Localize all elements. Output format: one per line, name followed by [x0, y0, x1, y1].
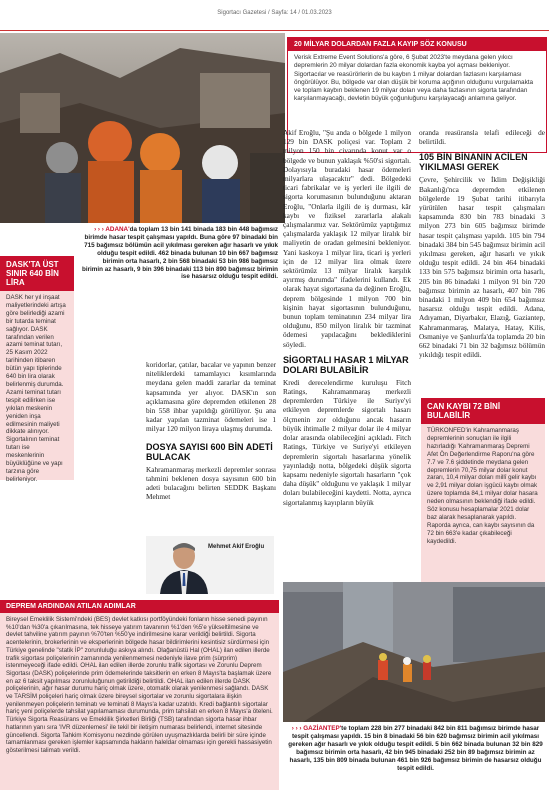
can-kaybi-text: TÜRKONFED'in Kahramanmaraş depremlerinin sonuçları ile ilgili hazırladığı 'Kahramanmaraş Depremi Afet Ön Değerlendirme Raporu'na göre 7.7 ve 7.6 şiddetinde meydana gelen depremlerin 70,75 milyar dolar konut zararı, 10,4 milyar doları millî gelir kaybı ve 2,91 milyar doları işgücü kaybı olmak üzere toplamda 84,1 milyar dolar hasara neden olmasının beklendiği ifade edildi. Söz konusu hesaplamalar 2021 dolar baz alarak hesaplanarak yapıldı. Raporda ayrıca, can kaybı sayısının da 72 bin 663'e kadar çıkabileceği kaydedildi. [427, 427, 538, 545]
rescue-photo [0, 33, 285, 223]
middle-column [146, 360, 276, 501]
portrait-photo [146, 536, 274, 594]
gaziantep-caption-text: te toplam 228 bin 277 binadaki 842 bin 811 bağımsız birimde hasar tespit çalışması yapıldı. 15 bin 8 binadaki 56 bin 620 bağımsız birimin acil yıkılması gereken ağır hasarlı ve yıkık olduğu tespit edildi. 5 bin 662 binada bulunan 32 bin 829 bağımsız birimin orta hasarlı, 42 bin 945 binadaki 252 bin 89 bağımsız birimin az hasarlı, 135 bin 809 binada bulunan 461 bin 926 bağımsız birimin de hasarsız olduğu tespit edildi. [288, 725, 543, 772]
top-box-title: 20 MİLYAR DOLARDAN FAZLA KAYIP SÖZ KONUSU [288, 38, 546, 51]
right-paragraph-1: Akif Eroğlu, "Şu anda o bölgede 1 milyon 129 bin DASK poliçesi var. Toplam 2 milyon 150 bin civarında konut var o bölgede ve bunun yaklaşık %50'si sigortalı. Dolayısıyla buradaki hasar ödemeleri milyarlara ulaşacaktır" dedi. Bölgedeki ticari fabrikalar ve iş yerleri ile ilgili de sigorta korumasının bulunduğunu aktaran Eroğlu, "Onlarla ilgili de iş durması, kâr kaybı ve fiziksel zararlarla alakalı çalışmalarımız var. Sektörümüz yaptığımız çalışmalarda yaklaşık 12 milyar liralık bir maliyetin de oradan gelmesini bekleniyor. Yani kaskoya 1 milyar lira, ticari iş yerleri için de 12 milyar lira olmak üzere sektörümüz 13 milyar liralık karşılık ayırmış durumda" ifadelerini kullandı. Ek olarak hayat sigortasına da değinen Eroğlu, deprem bölgesinde 1 milyon 700 bin kişinin hayat sigortasının bulunduğunu, bunun toplam teminatının 234 milyar lira olduğunu, 850 milyon liralık bir tazminat ödemesi yapılacağını beklediklerini söyledi. [283, 128, 411, 349]
far-right-column [419, 128, 545, 359]
header-rule [0, 30, 549, 31]
right-paragraph-2: Kredi derecelendirme kuruluşu Fitch Ratings, Kahramanmaraş merkezli depremlerden Türkiye ile Suriye'yi etkileyen depremlerde sigortalı hasarı ölçmenin zor olduğunu ancak hasarın büyük ihtimalle 2 milyar dolar ile 4 milyar dolar arasında olabileceğini açıkladı. Fitch Ratings, Türkiye ve Suriye'yi etkileyen depremlerin sigortalı hasarlarına yönelik yayınladığı notta, bölgedeki düşük sigorta kapsamı nedeniyle sigortalı hasarların "çok daha düşük" olduğunu ve yaklaşık 1 milyar doları bulabileceğini kaydetti. Notta, ayrıca sigortalanmış kayıpların büyük [283, 377, 411, 507]
rescue-photo-art [0, 33, 285, 223]
debris-photo-art [283, 582, 545, 722]
page-header [0, 0, 549, 30]
bottom-box [0, 600, 279, 790]
top-box-text: Verisk Extreme Event Solutions'a göre, 6 Şubat 2023'te meydana gelen yıkıcı depremlerin 20 milyar dolardan fazla ekonomik kayba yol açması bekleniyor. Sigortacılar ve reasürörlerin de bu kaybın 1 milyar dolardan fazlasını karşılaması öngörülüyor. Bu, bölgede var olan düşük bir koruma açığının olduğunu vurgulamakta ve toplam kaybın beklenen 19 milyar doları veya daha fazlasının sigorta tarafından karşılanmayacağı, devletin büyük çoğunluğunu karşılayacağı anlamına geliyor. [294, 54, 534, 103]
far-paragraph-2: Çevre, Şehircilik ve İklim Değişikliği Bakanlığı'nca depremden etkilenen bölgelerde 19 Şubat tarihi itibarıyla yürütülen hasar tespit çalışmaları kapsamında 830 bin 783 binadaki 3 milyon 273 bin 605 bağımsız birimde hasar tespit çalışması yapıldı. 105 bin 794 binadaki 384 bin 545 bağımsız birimin acil yıkılması gereken, ağır hasarlı ve yıkık olduğu tespit edildi. 24 bin 464 binadaki 133 bin 575 bağımsız birimin orta hasarlı, 205 bin 86 binadaki 1 milyon 91 bin 720 bağımsız birimin az hasarlı, 407 bin 786 binadaki 1 milyon 409 bin 654 bağımsız hasarsız olduğu tespit edildi. Adana, Adıyaman, Diyarbakır, Elazığ, Gaziantep, Kahramanmaraş, Malatya, Hatay, Kilis, Osmaniye ve Şanlıurfa'da toplamda 20 bin 662 binadaki 71 bin 32 bağımsız bölümün yıkıldığı tespit edildi. [419, 175, 545, 360]
mid-paragraph-2: Kahramanmaraş merkezli depremler sonrası tahmini beklenen dosya sayısının 600 bin adeti bulacağını belirten SEDDK Başkanı Mehmet [146, 464, 276, 502]
dask-sidebar-text: DASK her yıl inşaat maliyetlerindeki artışa göre belirlediği azami bir tutarda teminat sağlıyor. DASK tarafından verilen azami teminat tutarı, 25 Kasım 2022 tarihinden itibaren bütün yapı tiplerinde 640 bin lira olarak belirlenmiş durumda. Azami teminat tutarı tespit edilirken ise yıkılan meskenin yeniden inşa edilmesinin maliyeti dikkate alınıyor. Sigortalının teminat tutarı ise meskenlerinin büyüklüğüne ve yapı tarzına göre belirleniyor. [6, 294, 66, 483]
adana-caption [80, 226, 278, 281]
mid-paragraph-1: koridorlar, çatılar, bacalar ve yapının benzer niteliklerdeki tamamlayıcı kısımlarında meydana gelen maddi zararlar da teminat kapsamında yer alıyor. DASK'ın son açıklamasına göre depremden etkilenen 28 bin 558 ihbar yapıldığı görülüyor. Şu ana kadar yapılan tazminat ödemeleri ise 1 milyar 120 milyon liraya ulaşmış durumda. [146, 360, 276, 434]
mid-subheading: DOSYA SAYISI 600 BİN ADETİ BULACAK [146, 441, 273, 462]
gaziantep-caption-lead: › › › GAZİANTEP' [291, 725, 342, 732]
can-kaybi-title: CAN KAYBI 72 BİNİ BULABİLİR [421, 398, 545, 424]
running-title: Sigortacı Gazetesi / Sayfa: 14 / 01.03.2023 [217, 10, 332, 16]
right-subheading: SİGORTALI HASAR 1 MİLYAR DOLARI BULABİLİR [283, 354, 409, 375]
right-column [283, 128, 411, 507]
far-subheading: 105 BİN BİNANIN ACİLEN YIKILMASI GEREK [419, 152, 528, 173]
dask-sidebar [0, 256, 74, 483]
can-kaybi-box [421, 398, 545, 588]
dask-sidebar-title: DASK'TA ÜST SINIR 640 BİN LİRA [0, 256, 74, 291]
bottom-box-text: Bireysel Emeklilik Sistemi'ndeki (BES) devlet katkısı portföyündeki fonların hisse senedi payının %10'dan %30'a çıkarılmasına, tek hisseye yatırım tavanının %1'den %5'e yükseltilmesine ve devlet tahviline yatırım payının %70'ten %50'ye indirilmesine karar verildiği belirtildi. Sigorta acentelerinin, brokerlerinin ve eksperlerinin bölgede hasar bildirimlerini kesintisiz sürdürmesi için Türkiye genelinde "statik İP" zorunluluğu askıya alındı. Olağanüstü Hal (OHAL) ilan edilen illerde trafik sigortası poliçelerinin zamanında yenilenmemesi nedeniyle ilave prim (sürprim) istenmeyeceği ifade edildi. OHAL ilan edilen illerde zorunlu trafik sigortası ve Zorunlu Deprem Sigortası (DASK) poliçelerinde prim ödemelerinde taksitlerin en erken 8 Mayıs'ta başlamak üzere en az 6 taksit yapılması zorunluluğunun getirildiği belirtildi. OHAL ilan edilen illerde DASK poliçelerinin, ağır hasar durumu hariç olmak üzere, otomatik olarak yenilenmesi sağlandı. DASK ve TARSİM poliçeleri hariç olmak üzere bireysel sigortalar ve zorunlu sigortalara ilişkin yenilenmeyen poliçelerin teminatı ve teminati 8 Mayıs'a kadar uzatıldı. Kredi bağlantılı sigortalar hariç yeni poliçelerde tahsilat yapılamaması durumunda, prim tahsilatı en erken 8 Mayıs'a öteleni. Türkiye Sigorta Reasürans ve Emeklilik Şirketleri Birliği (TSB) tarafından sigorta hasar ihbar hatlarının yanı sıra 'IVR düzenlemesi' ile tekil bir iletişim numarası belirlendi, internet sitesinde güncellendi. Sigorta Tahkim Komisyonu nezdinde görülen uyuşmazlıklarda belirli bir süre içinde tamamlanması gereken işlemler kapsamında hakların haleldar olmaması için gerekli hassasiyetin gösterilmesi talimatı verildi. [6, 616, 273, 754]
debris-photo [283, 582, 545, 722]
adana-caption-text: da toplam 13 bin 141 binada 183 bin 448 bağımsız birimde hasar tespit çalışması yapıldı. Buna göre 97 binadaki bin 715 bağımsız bölümün acil yıkılması gereken ağır hasarlı ve yıkık olduğu tespit edildi. 462 binada bulunan 10 bin 667 bağımsız birimin orta hasarlı, 2 bin 568 binadaki 53 bin 986 bağımsız birimin az hasarlı, 9 bin 396 binadaki 113 bin 890 bağımsız birimin ise hasarsız olduğu tespit edildi. [82, 226, 278, 281]
far-paragraph-1: oranda reasüransla telafi edileceği de belirtildi. [419, 128, 545, 147]
gaziantep-caption [286, 725, 545, 772]
portrait-caption: Mehmet Akif Eroğlu [208, 544, 265, 550]
adana-caption-lead: › › › ADANA' [94, 226, 130, 233]
bottom-box-title: DEPREM ARDINDAN ATILAN ADIMLAR [0, 600, 279, 613]
